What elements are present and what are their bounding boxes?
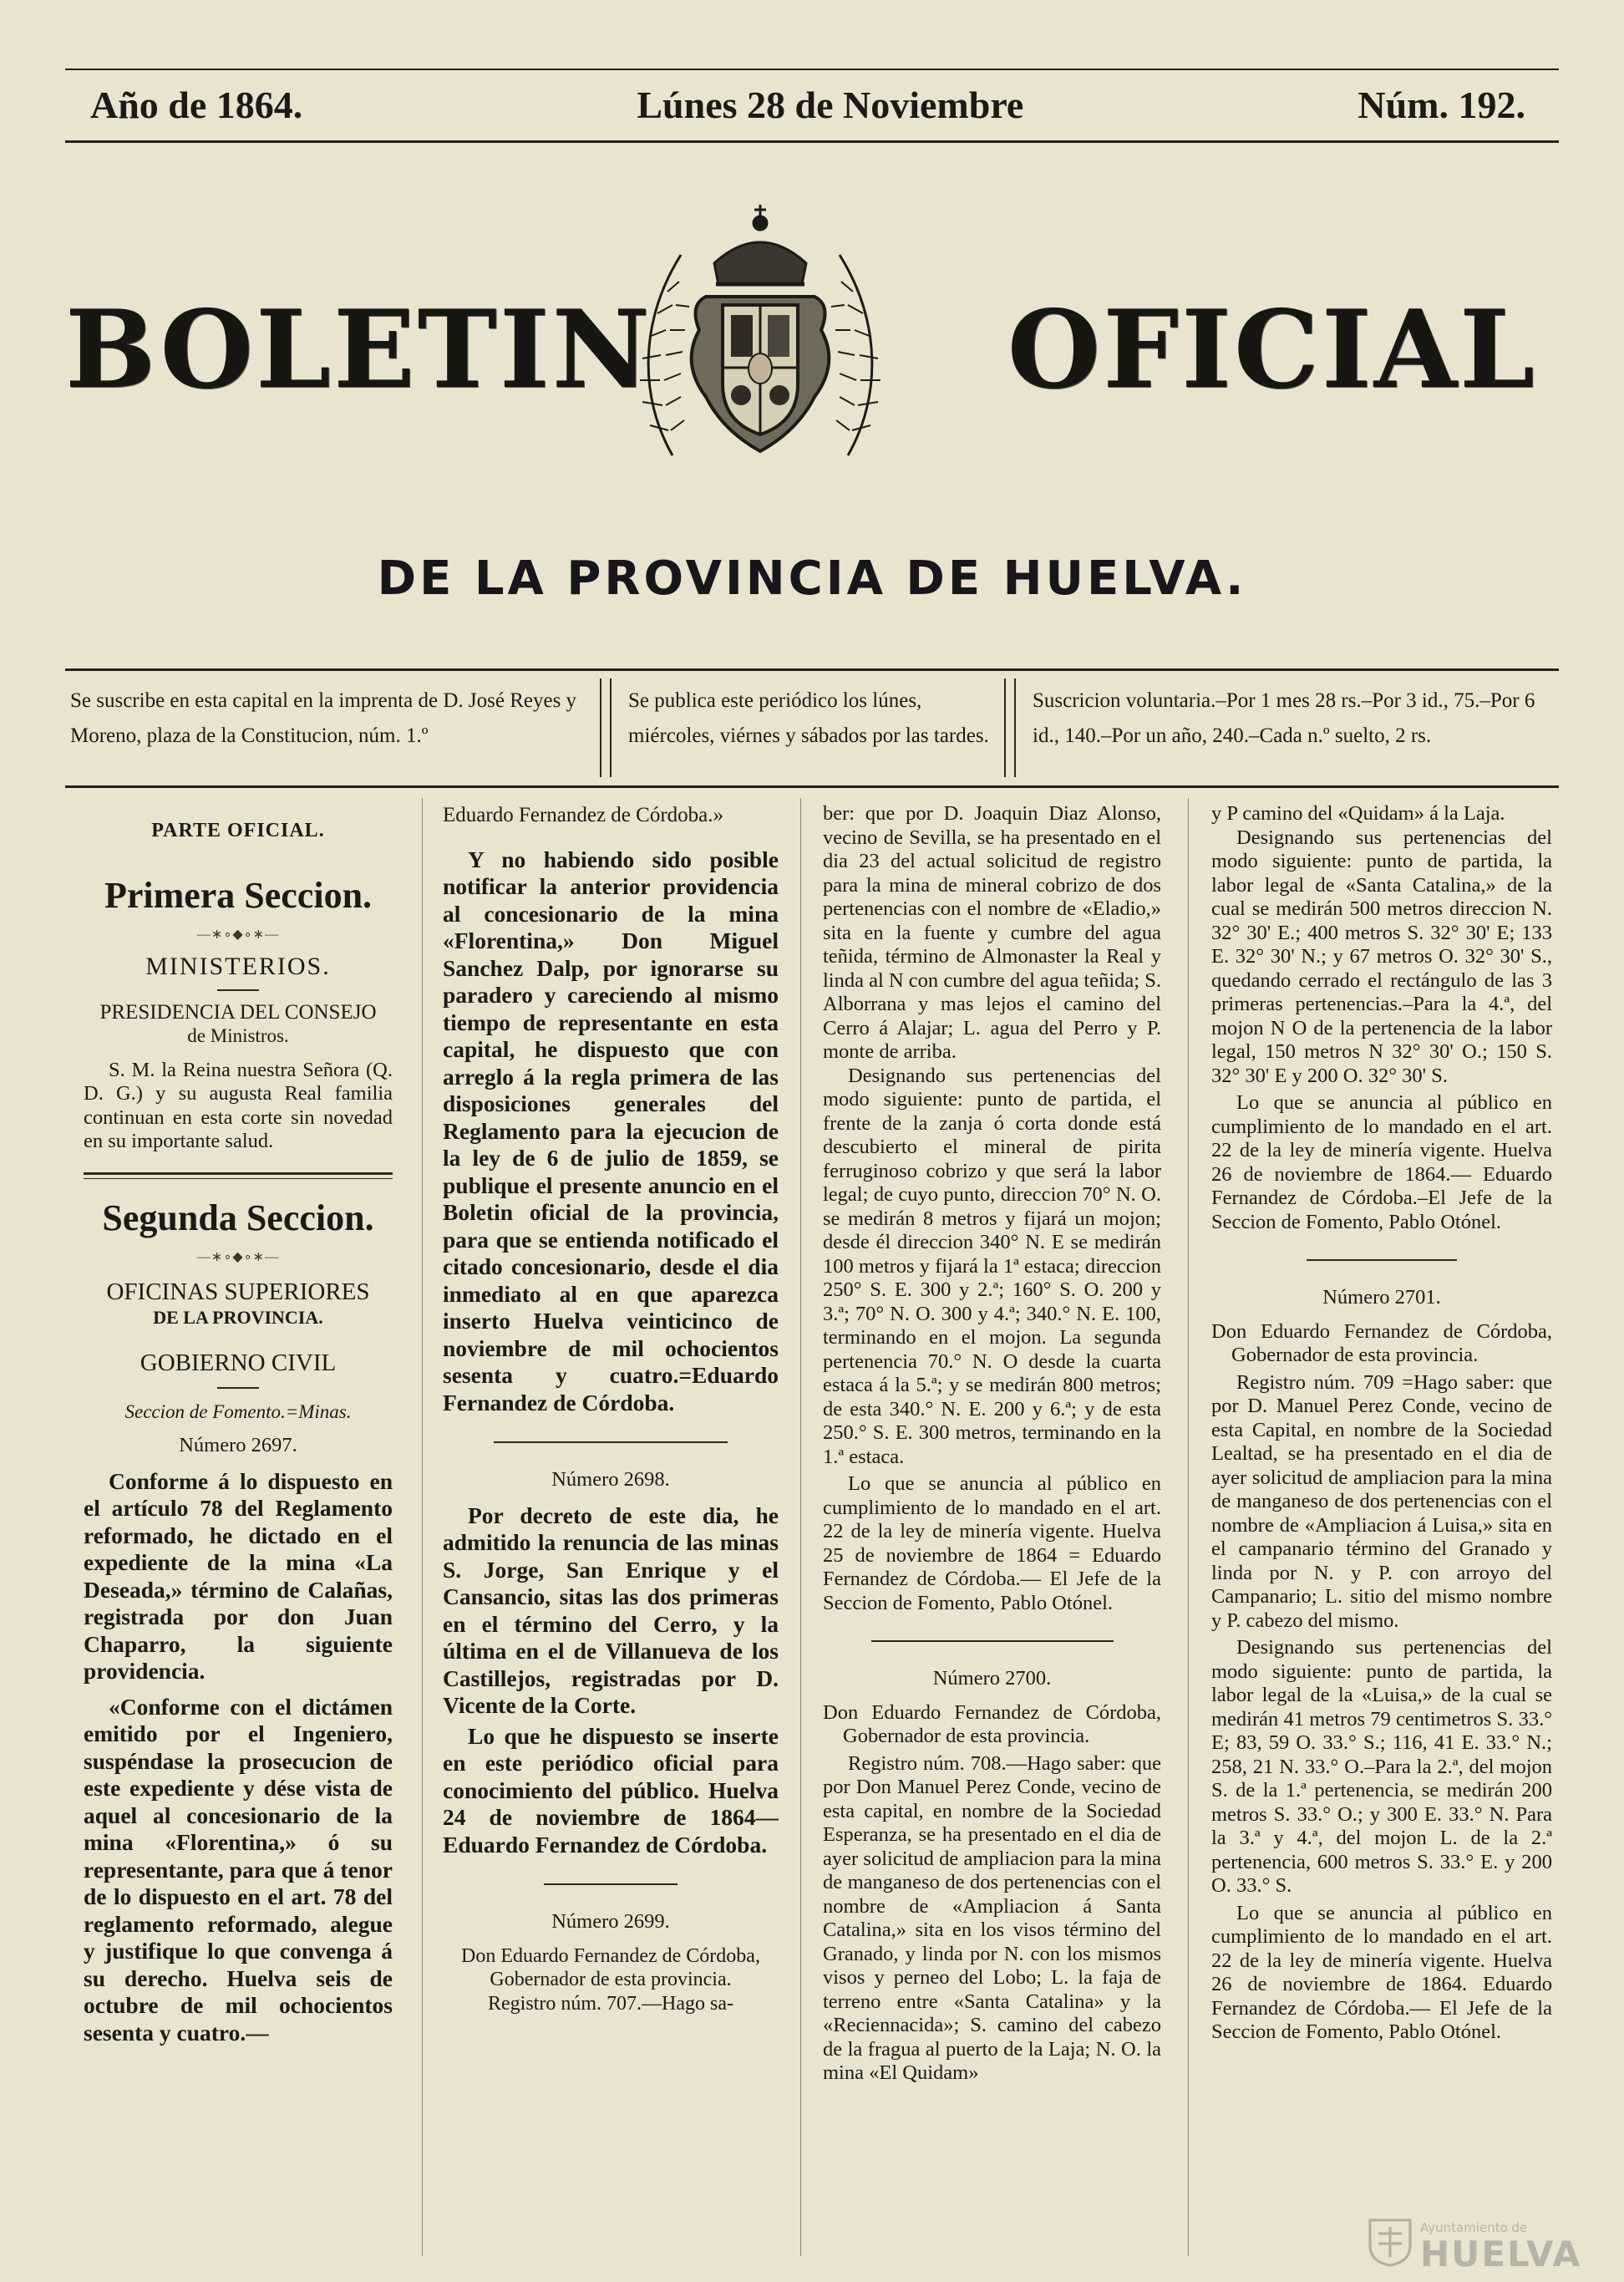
numero-2699: Número 2699. — [551, 1910, 670, 1933]
column-4 — [1211, 802, 1552, 2256]
presidencia-heading: PRESIDENCIA DEL CONSEJO — [99, 1000, 377, 1024]
segunda-seccion-title: Segunda Seccion. — [102, 1197, 374, 1238]
notice-2700-end: y P camino del «Quidam» á la Laja. — [1211, 802, 1505, 825]
governor-2701: Don Eduardo Fernandez de Córdoba, Gobernador de esta provincia. — [1211, 1319, 1552, 1366]
numero-2701: Número 2701. — [1322, 1286, 1441, 1309]
notice-2697-continued — [443, 802, 779, 1416]
issue-year: Año de 1864. — [90, 83, 303, 126]
notice-2701-p3: Lo que se anuncia al público en cumplimiento de lo mandado en el art. 22 de la ley de minería vigente. Huelva 26 de noviembre de 1864. Eduardo Fernandez de Córdoba.— El Jefe de la Seccion de Fomento, Pablo Otónel. — [1211, 1901, 1552, 2043]
column-divider — [1004, 679, 1016, 777]
archive-watermark — [1362, 2208, 1612, 2275]
notice-2697-p3: Y no habiendo sido posible notificar la anterior providencia al concesionario de la mina «Florentina,» Don Miguel Sanchez Dalp, por ignorarse su paradero y careciendo al mismo tiempo de representante en esta capital, he dispuesto que con arreglo á la regla primera de las disposiciones generales del Reglamento para la ejecucion de la ley de 6 de julio de 1859, se publique el presente anuncio en el Boletin oficial de la provincia, para que se entienda notificado el citado concesionario, desde el dia inmediato al en que aparezca inserto Huelva veinticinco de noviembre de mil ochocientos sesenta y cuatro.=Eduardo Fernandez de Córdoba. — [443, 846, 779, 1415]
numero-2700: Número 2700. — [932, 1667, 1052, 1690]
governor-title: Gobernador de esta provincia. — [490, 1969, 732, 1990]
short-rule — [217, 989, 259, 991]
notice-2701-p2: Designando sus pertenencias del modo siguiente: punto de partida, la labor legal de la «Luisa,» de la cual se medirán 41 metros 79 centimetros S. 33.° E; 83, 59 O. 33.° S.; 116, 41 E. 33.° N.; 258, 21 N. 33.° O.–Para la 2.ª, del mojon S. de la 1.ª pertenencia, se medirán 200 metros S. 33.° O.; y 300 E. 33.° N. Para la 3.ª y 4.ª, del mojon L. de la 2.ª pertenencia, 600 metros S. 33.° E. y 200 O. 33.° S. — [1211, 1636, 1552, 1897]
governor-name: Don Eduardo Fernandez de Córdoba, — [461, 1944, 760, 1967]
notice-2701-p1: Registro núm. 709 =Hago saber: que por D. Manuel Perez Conde, vecino de esta Capital, en nombre de la Sociedad Lealtad, se ha presentado en el dia de ayer solicitud de ampliacion para la mina de manganeso de dos pertenencias con el nombre de «Ampliacion á Luisa,» sita en el campanario término del Granado y linda por N. y P. con arroyo del Campanario; L. sitio del mismo nombre y P. cabezo del mismo. — [1211, 1370, 1552, 1632]
notice-2698 — [443, 1502, 779, 1859]
subscription-prices: Suscricion voluntaria.–Por 1 mes 28 rs.–Por 3 id., 75.–Por 6 id., 140.–Por un año, 240.–Cada n.º suelto, 2 rs. — [1033, 689, 1535, 747]
signature-line: Eduardo Fernandez de Córdoba.» — [443, 804, 723, 826]
notice-2700-p3: Lo que se anuncia al público en cumplimiento de lo mandado en el art. 22 de la ley de minería vigente. Huelva 26 de noviembre de 1864.— Eduardo Fernandez de Córdoba.–El Jefe de la Seccion de Fomento, Pablo Otónel. — [1211, 1091, 1552, 1233]
column-divider — [1188, 798, 1189, 2256]
column-1 — [84, 802, 393, 2256]
notice-2699-body: ber: que por D. Joaquin Diaz Alonso, vecino de Sevilla, se ha presentado en el dia 23 del actual solicitud de registro para la mina de mineral cobrizo de dos pertenencias con el nombre de «Eladio,» sita en la fuente y cumbre del agua teñida, término de Almonaster la Real y linda al N con cumbre del agua teñida; S. Alborrana y mas lejos el camino del Cerro á Alajar; L. agua del Perro y P. monte de arriba. — [823, 802, 1161, 1063]
notice-2697-p2: «Conforme con el dictámen emitido por el Ingeniero, suspéndase la prosecucion de este expediente y dése vista de aquel al concesionario de la mina «Florentina,» ó su representante, para que á tenor de lo dispuesto en el art. 78 del reglamento reformado, alegue y justifique lo que convenga á su derecho. Huelva seis de octubre de mil ochocientos sesenta y cuatro.— — [84, 1693, 393, 2046]
issue-date: Lúnes 28 de Noviembre — [637, 83, 1024, 126]
subbar-top-rule — [65, 668, 1559, 671]
governor-2700: Don Eduardo Fernandez de Córdoba, Gobernador de esta provincia. — [823, 1700, 1161, 1747]
watermark-big-text: HUELVA — [1420, 2234, 1582, 2274]
ministerios-heading: MINISTERIOS. — [145, 953, 331, 980]
rule — [871, 1640, 1114, 1642]
notice-2700-p2: Designando sus pertenencias del modo siguiente: punto de partida, la labor legal de «Santa Catalina,» de la cual se medirán 500 metros direccion N. 32° 30' E.; 400 metros S. 32° 30' E; 133 E. 32° 30' N.; y 67 metros O. 32° 30' S., quedando cerrado el rectángulo de las 3 primeras pertenencias.–Para la 4.ª, del mojon N O de la pertenencia de la labor legal, 150 metros N 32° 30' O.; 150 S. 32° 30' E y 200 O. 32° 30' S. — [1211, 826, 1552, 1087]
notice-2697 — [84, 1468, 393, 2047]
column-divider — [800, 798, 801, 2256]
rule — [1307, 1259, 1457, 1261]
column-divider — [422, 798, 423, 2256]
provincia-subheading: DE LA PROVINCIA. — [153, 1307, 323, 1328]
masthead-subtitle: DE LA PROVINCIA DE HUELVA. — [377, 551, 1247, 606]
issue-number: Núm. 192. — [1358, 83, 1525, 126]
notice-2697-p1: Conforme á lo dispuesto en el artículo 78 del Reglamento reformado, he dictado en el expediente de la mina «La Deseada,» término de Calañas, registrada por don Juan Chaparro, la siguiente providencia. — [84, 1467, 393, 1684]
column-divider — [600, 679, 612, 777]
dateline-rule — [65, 140, 1559, 143]
royal-crest-icon — [622, 205, 898, 468]
subbar-bottom-rule — [65, 785, 1559, 788]
dateline — [90, 79, 1525, 130]
numero-2698: Número 2698. — [551, 1468, 670, 1491]
masthead-title-left: BOLETIN — [65, 287, 652, 413]
gobierno-civil-heading: GOBIERNO CIVIL — [140, 1349, 337, 1376]
registro-707: Registro núm. 707.—Hago sa- — [488, 1992, 733, 2015]
rule — [544, 1883, 678, 1885]
seccion-fomento-label: Seccion de Fomento.=Minas. — [124, 1400, 352, 1422]
watermark-small-text: Ayuntamiento de — [1420, 2220, 1528, 2235]
ornament: —∗∘◆∘∗— — [196, 927, 280, 942]
masthead-title-right: OFICIAL — [1007, 287, 1537, 413]
subscription-bar — [65, 675, 1559, 785]
primera-seccion-title: Primera Seccion. — [104, 874, 373, 916]
column-2 — [443, 802, 779, 2256]
column-3 — [823, 802, 1161, 2256]
subscription-address: Se suscribe en esta capital en la imprenta de D. José Reyes y Moreno, plaza de la Constitucion, núm. 1.º — [70, 689, 577, 747]
notice-2698-p1: Por decreto de este dia, he admitido la renuncia de las minas S. Jorge, San Enrique y el Cansancio, sitas las dos primeras en el término del Cerro, y la última en el de Villanueva de los Castillejos, registradas por D. Vicente de la Corte. — [443, 1502, 779, 1718]
short-rule — [217, 1387, 259, 1389]
numero-2697: Número 2697. — [179, 1434, 297, 1456]
notice-2699-p3: Lo que se anuncia al público en cumplimiento de lo mandado en el art. 22 de la ley de minería vigente. Huelva 25 de noviembre de 1864 = Eduardo Fernandez de Córdoba.— El Jefe de la Seccion de Fomento, Pablo Otónel. — [823, 1472, 1161, 1614]
double-rule — [84, 1172, 393, 1179]
ministros-subheading: de Ministros. — [187, 1025, 289, 1046]
rule — [494, 1441, 728, 1443]
notice-2699-p2: Designando sus pertenencias del modo siguiente: punto de partida, el frente de la zanja ó corta donde está descubierto el mineral de pirita ferruginoso cobrizo y que será la labor legal; de cuyo punto, direccion 70° N. O. se medirán 8 metros y fijará un mojon; desde él direccion 340° N. E se medirán 100 metros y fijará la 1ª estaca; direccion 250° S. E. 300 y 2.ª; 160° S. O. 200 y 3.ª; 70° N. O. 300 y 4.ª; 340.° N. E. 100, terminando en el mojon. La segunda pertenencia 70.° N. O desde la cuarta estaca á la 5.ª; y se medirán 800 metros; de esta 340.° N. E. 200 y 6.ª; y de esta 250.° S. E. 300 metros, terminando en la 1.ª estaca. — [823, 1064, 1161, 1468]
top-rule — [65, 69, 1559, 70]
notice-2698-p2: Lo que he dispuesto se inserte en este periódico oficial para conocimiento del público. Huelva 24 de noviembre de 1864—Eduardo Fernandez de Córdoba. — [443, 1722, 779, 1858]
city-shield-icon — [1367, 2217, 1413, 2267]
publication-schedule: Se publica este periódico los lúnes, miércoles, viérnes y sábados por las tardes. — [628, 689, 989, 747]
parte-oficial-heading: PARTE OFICIAL. — [151, 820, 325, 841]
ornament: —∗∘◆∘∗— — [196, 1249, 280, 1264]
notice-2700-p1: Registro núm. 708.—Hago saber: que por Don Manuel Perez Conde, vecino de esta capital, en nombre de la Sociedad Esperanza, se ha presentado en el dia de ayer solicitud de ampliacion para la mina de manganeso de dos pertenencias con el nombre de «Ampliacion á Santa Catalina,» sita en los visos término del Granado, y linda por N. con los mismos visos y perneo del Lobo; L. la faja de terreno entre «Santa Catalina» y la «Reciennacida»; S. camino del cabezo de la fragua al puerto de la Laja; N. O. la mina «El Quidam» — [823, 1751, 1161, 2084]
reina-notice: S. M. la Reina nuestra Señora (Q. D. G.) y su augusta Real familia continuan en esta corte sin novedad en su importante salud. — [84, 1058, 393, 1152]
oficinas-heading: OFICINAS SUPERIORES — [106, 1278, 370, 1305]
